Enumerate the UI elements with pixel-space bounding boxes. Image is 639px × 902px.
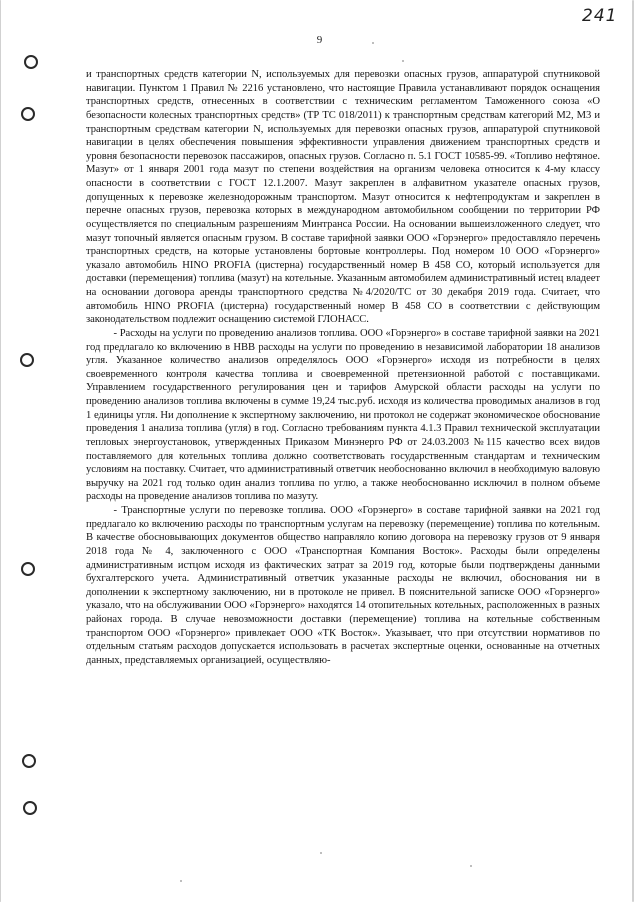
binder-hole-icon bbox=[21, 562, 35, 576]
binder-hole-icon bbox=[23, 801, 37, 815]
binder-hole-icon bbox=[22, 754, 36, 768]
handwritten-sheet-number: 241 bbox=[582, 6, 618, 26]
scan-speck bbox=[402, 60, 404, 62]
scan-speck bbox=[372, 42, 374, 44]
paragraph-transport-glonass: и транспортных средств категории N, используемых для перевозки опасных грузов, аппаратурой спутниковой навигации. Пунктом 1 Правил № 2216 установлено, что настоящие Правила устанавливают порядок оснащения транспортных средств, отнесенных в соответствии с техническим регламентом Таможенного союза «О безопасности колесных транспортных средств» (ТР ТС 018/2011) к транспортным средствам категорий М2, М3 и транспортным средствам категории N, используемых для перевозки опасных грузов, аппаратурой спутниковой навигации в целях обеспечения повышения эффективности управления движением транспортных средств и уровня безопасности перевозок пассажиров, опасных грузов. Согласно п. 5.1 ГОСТ 10585-99. «Топливо нефтяное. Мазут» от 1 января 2001 года мазут по степени воздействия на организм человека относится к 4-му классу опасности в соответствии с ГОСТ 12.1.2007. Мазут закреплен в алфавитном указателе опасных грузов, допущенных к перевозке железнодорожным транспортом. Мазут относится к нефтепродуктам и закреплен в перечне опасных грузов, перевозка которых в международном автомобильном сообщении по территории РФ осуществляется по специальным разрешениям Минтранса России. На основании вышеизложенного следует, что мазут топочный является опасным грузом. В составе тарифной заявки ООО «Горэнерго» предоставляло перечень транспортных средств, на которые установлены бортовые контроллеры. Под номером 10 ООО «Горэнерго» указало автомобиль HINO PROFIA (цистерна) государственный номер В 458 СО, который используется для доставки (перемещения) топлива (мазут) на котельные. Указанным автомобилем административный истец владеет на основании договора аренды транспортного средства №4/2020/ТС от 30 декабря 2019 года. Считает, что автомобиль HINO PROFIA (цистерна) государственный номер В 458 СО в соответствии с действующим законодательством подлежит оснащению системой ГЛОНАСС. bbox=[86, 69, 600, 326]
scan-speck bbox=[320, 852, 322, 854]
document-body bbox=[86, 68, 600, 668]
paragraph-fuel-analysis: - Расходы на услуги по проведению анализов топлива. ООО «Горэнерго» в составе тарифной заявки на 2021 год предлагало ко включению в НВВ расходы на услуги по проведению в независимой лаборатории 18 анализов угля. Указанное количество анализов определялось ООО «Горэнерго» исходя из потребности в целях своевременного контроля качества топлива и своевременной претензионной работой с поставщиками. Управлением государственного регулирования цен и тарифов Амурской области расходы на услуги по проведению анализов топлива включены в сумме 19,24 тыс.руб. исходя из количества проводимых анализов в год 1 единицы угля. Ни дополнение к экспертному заключению, ни протокол не содержат экономическое обоснование проведения 1 анализа топлива (угля) в год. Согласно требованиям пункта 4.1.3 Правил технической эксплуатации тепловых энергоустановок, утвержденных Приказом Минэнерго РФ от 24.03.2003 №115 качество всех видов поставляемого для котельных топлива должно соответствовать государственным стандартам и техническим условиям на поставку. Считает, что административный ответчик необоснованно включил в необходимую валовую выручку на 2021 год только один анализ топлива по углю, а также необоснованно исключил в полном объеме расходы на проведение анализов топлива по мазуту. bbox=[86, 327, 600, 503]
scan-speck bbox=[470, 865, 472, 867]
binder-hole-icon bbox=[20, 353, 34, 367]
binder-hole-icon bbox=[24, 55, 38, 69]
scan-speck bbox=[180, 880, 182, 882]
scan-edge-line bbox=[632, 0, 634, 902]
binder-hole-icon bbox=[21, 107, 35, 121]
scan-edge-line bbox=[0, 0, 1, 902]
paragraph-fuel-transport: - Транспортные услуги по перевозке топлива. ООО «Горэнерго» в составе тарифной заявки на 2021 год предлагало ко включению расходы по транспортным услугам на перевозку (перемещение) топлива по котельным. В качестве обосновывающих документов общество направляло копию договора на перевозку грузов от 9 января 2018 года № 4, заключенного с ООО «Транспортная Компания Восток». Расходы были определены административным истцом исходя из фактических затрат за 2019 год, которые были подтверждены данными бухгалтерского учета. Административный ответчик указанные расходы не включил, обоснования ни в дополнении к экспертному заключению, ни в протоколе не привел. В пояснительной записке ООО «Горэнерго» указало, что на обслуживании ООО «Горэнерго» находятся 14 отопительных котельных, расположенных в разных районах города. В случае невозможности доставки (перемещение) топлива на котельные собственным транспортом ООО «Горэнерго» привлекает ООО «ТК Восток». Указывает, что при отсутствии нормативов по отдельным статьям расходов допускается использовать в расчетах экспертные оценки, основанные на отчетных данных, представляемых организацией, осуществляю- bbox=[86, 505, 600, 666]
page-number: 9 bbox=[316, 34, 323, 46]
